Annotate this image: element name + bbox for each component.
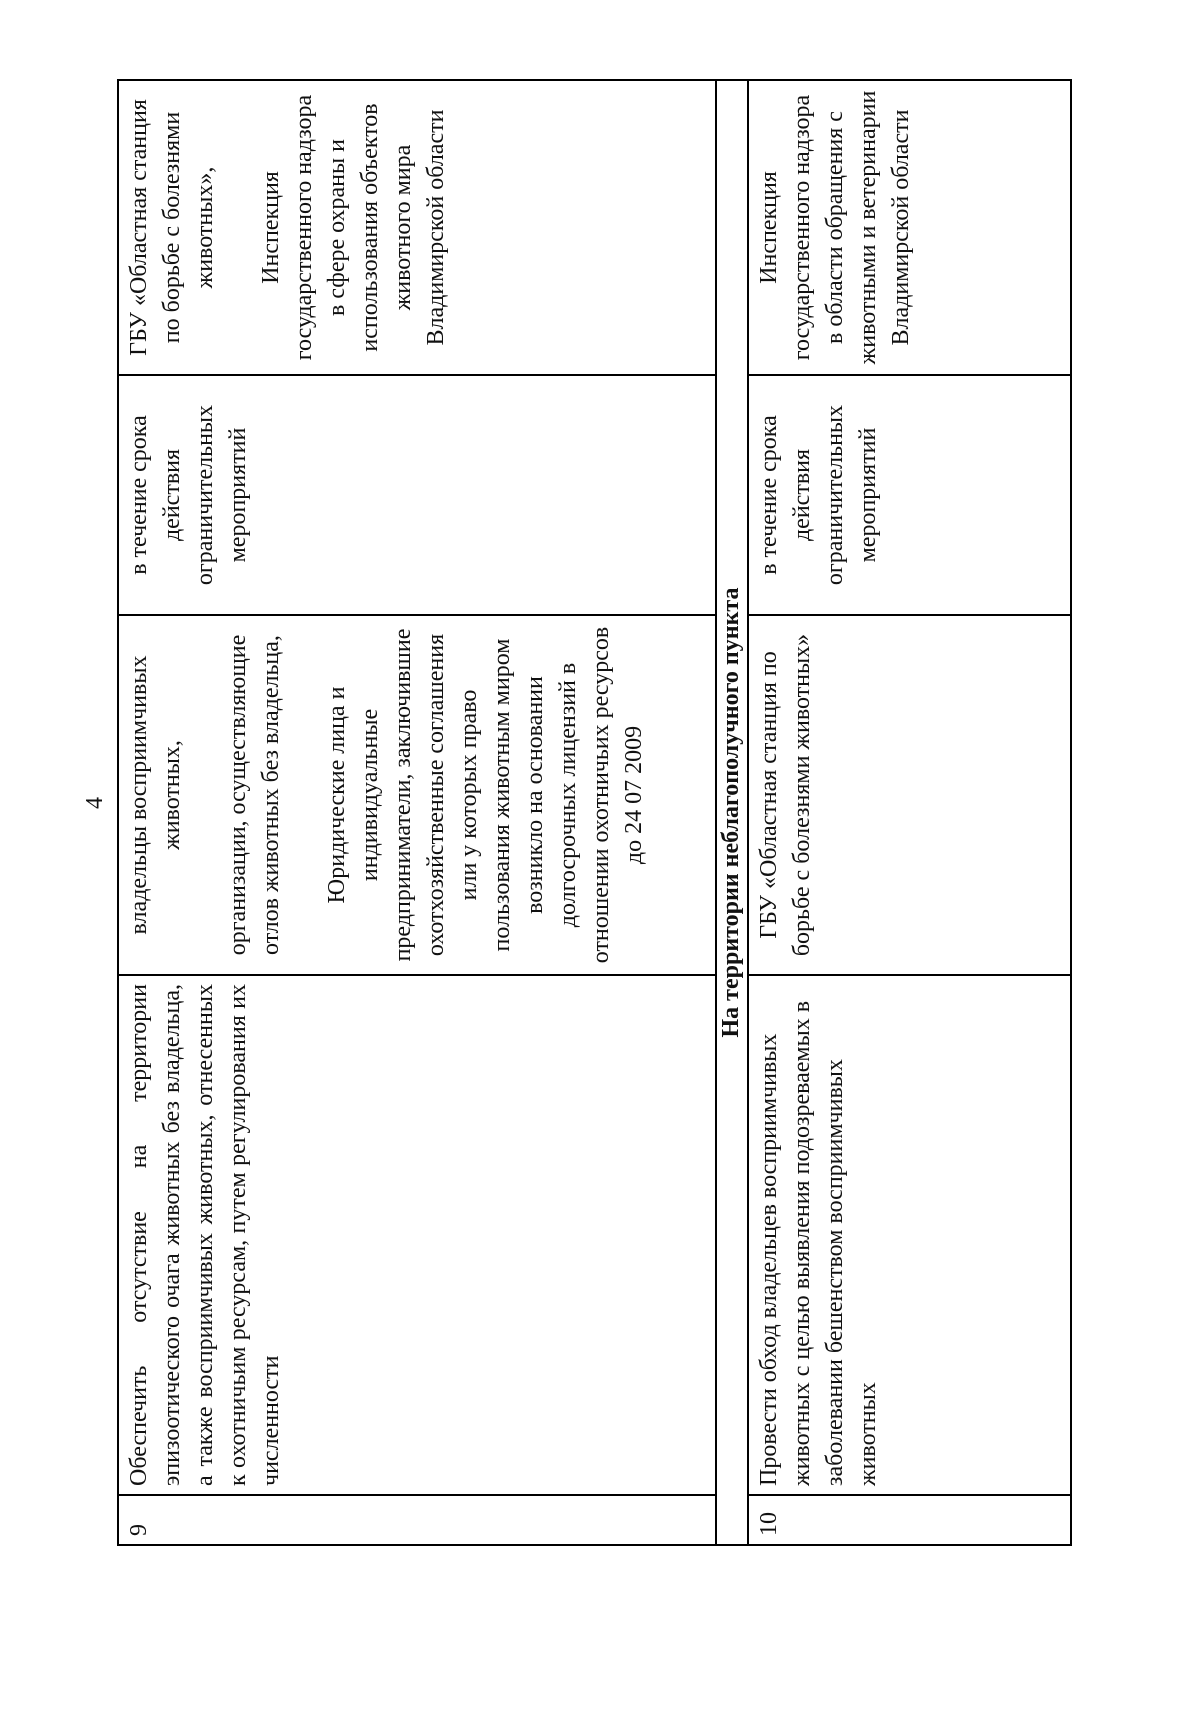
control-cell — [748, 80, 1071, 375]
row-number: 9 — [118, 1495, 716, 1545]
executors-cell — [748, 615, 1071, 975]
term-cell: в течение срока действия ограничительных мероприятий — [748, 375, 1071, 615]
rotated-table-container — [117, 81, 1072, 1546]
executor-owners: владельцы восприимчивых животных, — [126, 655, 185, 935]
control-inspection: Инспекция государственного надзора в области обращения с животными и ветеринарии Владимирской области — [756, 90, 914, 365]
table-row — [118, 80, 716, 1545]
measures-table — [117, 79, 1072, 1546]
row-number: 10 — [748, 1495, 1071, 1545]
action-cell: Обеспечить отсутствие на территории эпизоотического очага животных без владельца, а также восприимчивых животных, отнесенных к охотничьим ресурсам, путем регулирования их численности — [118, 975, 716, 1495]
executor-organizations: организации, осуществляющие отлов животных без владельца, — [225, 634, 284, 956]
control-gbu: ГБУ «Областная станция по борьбе с болезнями животных», — [126, 99, 218, 356]
table-row — [748, 80, 1071, 1545]
action-cell: Провести обход владельцев восприимчивых животных с целью выявления подозреваемых в заболевании бешенством восприимчивых животных — [748, 975, 1071, 1495]
term-cell: в течение срока действия ограничительных мероприятий — [118, 375, 716, 615]
control-cell — [118, 80, 716, 375]
executor-legal-entities: Юридические лица и индивидуальные предприниматели, заключившие охотхозяйственные соглашения или у которых право пользования животным миром возникло на основании долгосрочных лицензий в отношении охотничьих ресурсов до 24 07 2009 — [324, 626, 647, 964]
executor-gbu: ГБУ «Областная станция по борьбе с болезнями животных» — [756, 633, 815, 957]
section-header-row — [716, 80, 748, 1545]
control-inspection: Инспекция государственного надзора в сфере охраны и использования объектов животного мира Владимирской области — [258, 94, 449, 361]
executors-cell — [118, 615, 716, 975]
section-header: На территории неблагополучного пункта — [716, 80, 748, 1545]
page-number: 4 — [82, 797, 108, 809]
